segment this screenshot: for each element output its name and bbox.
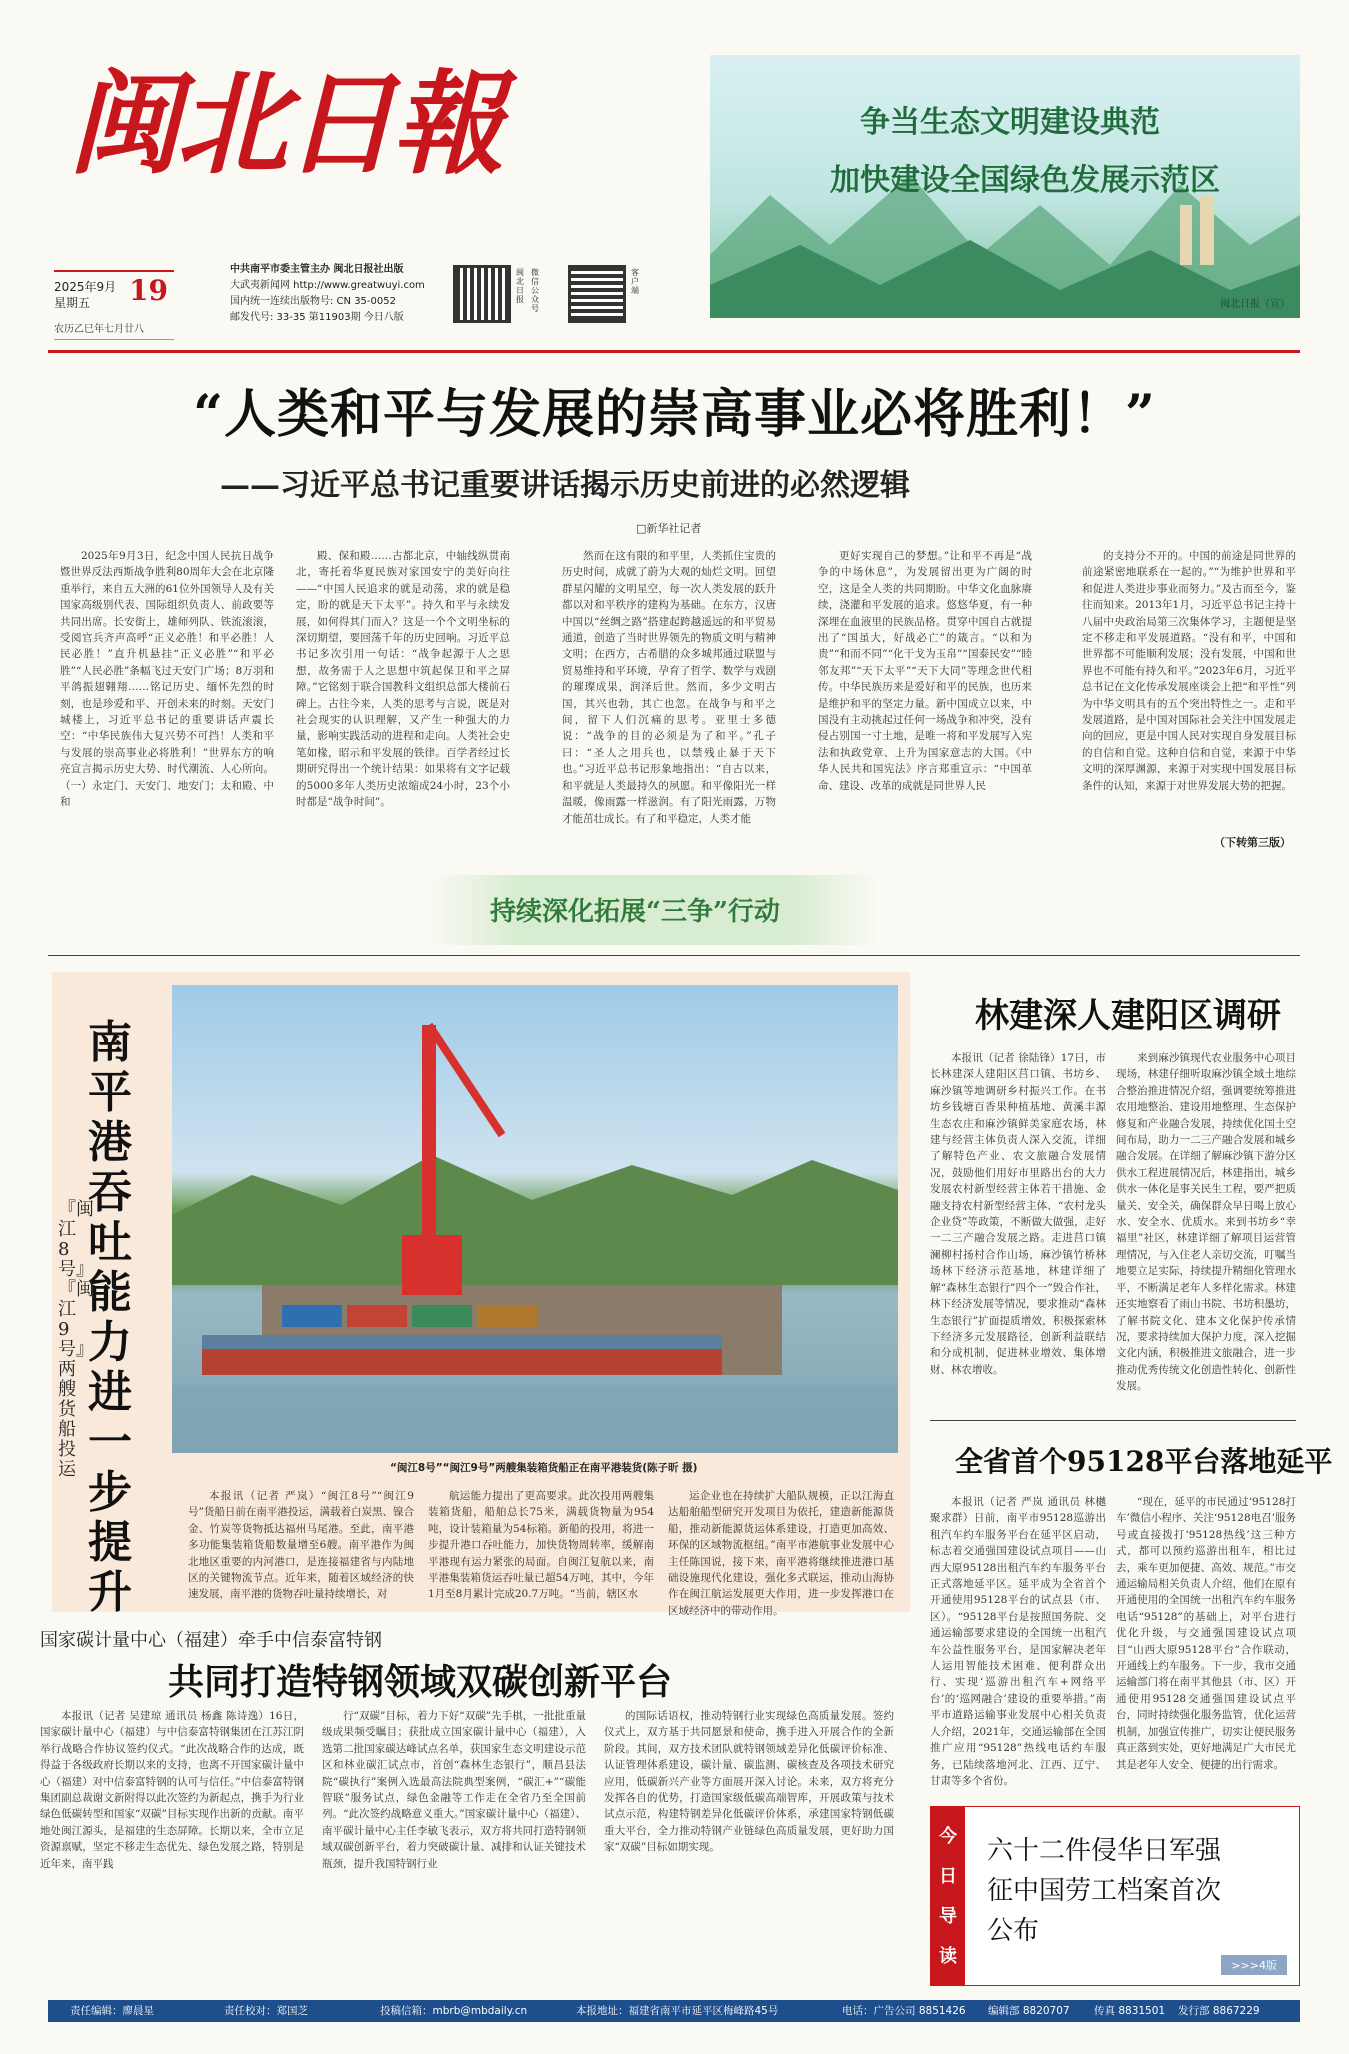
steel-col-2: 行“双碳”目标，着力下好“双碳”先手棋，一批批重量级成果频受瞩目；获批成立国家碳计量中心（福建），入选第二批国家碳达峰试点名单，获国家生态文明建设示范区和林业碳汇试点市，首创“森林生态银行”，顺昌县法院“碳执行”案例入选最高法院典型案例，“碳汇+”“碳能智联”服务试点，绿色金融等工作走在全省乃至全国前列。“此次签约战略意义重大。”国家碳计量中心（福建）、南平碳计量中心主任李敏飞表示，双方将共同打造特钢领域双碳创新平台，着力突破碳计量、减排和认证关键技术瓶颈，提升我国特钢行业 <box>322 1710 586 1870</box>
lin-rule <box>930 1420 1296 1421</box>
footer-fax: 传真 8831501 <box>1094 2005 1166 2017</box>
lin-col-2: 来到麻沙镇现代农业服务中心项目现场，林建仔细听取麻沙镇全域土地综合整治推进情况介绍，强调要统筹推进农用地整治、建设用地整理、生态保护修复和产业融合发展，持续优化国土空间布局，助力一二三产融合发展和城乡融合发展。在详细了解麻沙镇下游分区供水工程进展情况后，林建指出，城乡供水一体化是事关民生工程，要严把质量关、安全关，确保群众早日喝上放心水、安全水、优质水。来到书坊乡“幸福里”社区，林建详细了解项目运营管理情况，与入住老人亲切交流，叮嘱当地要立足实际，持续提升精细化管理水平，不断满足老年人多样化需求。林建还实地察看了雨山书院、书坊积墨坊，了解书院文化、建本文化保护传承情况，要求持续加大保护力度，深入挖掘文化内涵，积极推进文旅融合，进一步推动优秀传统文化创造性转化、创新性发展。 <box>1116 1052 1296 1393</box>
section-banner-text: 持续深化拓展“三争”行动 <box>490 897 780 927</box>
port-title: 南平港吞吐能力进一步提升 <box>88 1017 132 1618</box>
footer-ads: 电话：广告公司 8851426 <box>842 2005 966 2017</box>
qr-label-1: 闽北日报 <box>516 268 524 304</box>
lin-title: 林建深人建阳区调研 <box>975 996 1281 1036</box>
issn-line: 国内统一连续出版物号: CN 35-0052 <box>230 296 396 307</box>
footer-address: 本报地址：福建省南平市延平区梅峰路45号 <box>576 2005 779 2017</box>
guide-label: 今日导读 <box>931 1807 965 1985</box>
lin-col-1: 本报讯（记者 徐陆锋）17日，市长林建深人建阳区莒口镇、书坊乡、麻沙镇等地调研乡村振兴工作。在书坊乡钱塘百香果种植基地、黄溪丰源生态农庄和麻沙镇鲜美家庭农场，林建与经营主体负责人深入交流，详细了解特色产业、农文旅融合发展情况，鼓励他们用好市里路出台的大力发展农村新型经营主体若干措施、金融支持农村新型经营主体、“农村龙头企业贷”等政策，不断做大做强，走好一二三产融合发展之路。走进莒口镇澜柳村扬村合作山场，麻沙镇竹桥林场林下经济示范基地，林建详细了解“森林生态银行”四个一”毁合作社，林下经济发展等情况，要求推动“森林生态银行”扩面提质增效，积极探索林下经济多元发展路径，创新利益联结和分成机制，促进林业增效、集体增财、林农增收。 <box>930 1052 1106 1376</box>
hotline-col-2: “现在，延平的市民通过‘95128打车’微信小程序、关注‘95128电召’服务号或直接拨打‘95128热线’这三种方式，都可以预约巡游出租车，相比过去，乘车更加便捷、高效、规范。”市交通运输局相关负责人介绍，他们在原有开通使用的全国统一出租汽车约车服务电话“95128”的基础上，对平台进行优化升级，与交通强国建设试点项目“山西大原95128平台”合作联动，开通线上约车服务。下一步，我市交通运输部门将在南平其他县（市、区）开通使用95128交通强国建设试点平台，同时持续强化服务监管，优化运营机制，加强宣传推广，切实让便民服务真正落到实处，更好地满足广大市民尤其是老年人安全、便捷的出行需求。 <box>1116 1496 1296 1771</box>
lead-col-4: 更好实现自己的梦想。”让和平不再是“战争的中场休息”，为发展留出更为广阔的时空，这是全人类的共同期盼。中华文化血脉赓续，浇灌和平发展的追求。悠悠华夏，有一种深埋在血液里的民族品格。贯穿中国自古就提出了“国虽大，好战必亡”的箴言。“以和为贵”“和而不同”“化干戈为玉帛”“国泰民安”“睦邻友邦”“天下太平”“天下大同”等理念世代相传。中华民族历来是爱好和平的民族，也历来是维护和平的坚定力量。新中国成立以来，中国没有主动挑起过任何一场战争和冲突，没有侵占别国一寸土地，是唯一将和平发展写入宪法和执政党章、上升为国家意志的大国。《中华人民共和国宪法》序言郑重宣示：“中国革命、建设、改革的成就是同世界人民 <box>818 550 1032 792</box>
qr-label-2: 客户端 <box>631 268 639 295</box>
masthead <box>48 40 698 340</box>
port-col-2: 航运能力提出了更高要求。此次投用两艘集装箱货船，船舶总长75米，满载货物量为954吨，设计装箱量为54标箱。新船的投用，将进一步提升港口吞吐能力，加快货物周转率，缓解南平港现有运力紧张的局面。自闽江复航以来，南平港集装箱货运吞吐量已超54万吨，其中，今年1月至8月累计完成20.7万吨。“当前，辖区水 <box>428 1490 654 1601</box>
port-photo <box>172 985 898 1453</box>
port-col-3: 运企业也在持续扩大船队规模，正以江海直达船舶船型研究开发项目为依托，建造新能源货船，推动新能源货运体系建设，打造更加高效、环保的区域物流枢纽。”南平市港航事业发展中心主任陈国说，接下来，南平港将继续推进港口基础设施现代化建设，强化多式联运，推动山海协作在闽江航运发展更大作用，进一步发挥港口在区域经济中的带动作用。 <box>668 1490 894 1617</box>
date-lunar: 农历乙巳年七月廿八 <box>54 324 144 335</box>
steel-col-3: 的国际话语权，推动特钢行业实现绿色高质量发展。签约仪式上，双方基于共同愿景和使命，携手进入开展合作的全新阶段。其间，双方技术团队就特钢领域差异化低碳评价标准、认证管理体系建设，碳计量、碳监测、碳核查及各项技术研究应用，低碳新兴产业等方面展开深入讨论。未来，双方将充分发挥各自的优势，打造国家级低碳高端智库，开展政策与技术试点示范，构建特钢差异化低碳评价体系，承建国家特钢低碳重大平台，全力推动特钢产业链绿色高质量发展，更好助力国家“双碳”目标如期实现。 <box>604 1710 894 1854</box>
section-banner <box>430 875 880 945</box>
banner-credit: 闽北日报（宣） <box>1220 299 1290 310</box>
banner-ad <box>710 55 1300 318</box>
port-subtitle: 『闽江8号』『闽江9号』两艘货船投运 <box>58 1199 94 1480</box>
lead-title: “人类和平与发展的崇高事业必将胜利！” <box>193 384 1156 445</box>
date-month: 2025年9月 <box>54 280 117 294</box>
port-caption: “闽江8号”“闽江9号”两艘集装箱货船正在南平港装货(陈子昕 摄) <box>390 1462 698 1474</box>
lead-col-1: 2025年9月3日，纪念中国人民抗日战争暨世界反法西斯战争胜利80周年大会在北京隆重举行，来自五大洲的61位外国领导人及有关国家高级别代表、国际组织负责人、前政要等共同出席。长安街上，雄师列队、铁流滚滚，受阅官兵齐声高呼“正义必胜！和平必胜！人民必胜！”直升机悬挂“正义必胜”“和平必胜”“人民必胜”条幅飞过天安门广场；8万羽和平鸽振翅翱翔……铭记历史、缅怀先烈的时刻，也是珍爱和平、开创未来的时刻。天安门城楼上，习近平总书记的重要讲话声震长空：“中华民族伟大复兴势不可挡！人类和平与发展的崇高事业必将胜利！”世界东方的响亮宣言揭示历史大势、时代潮流、人心所向。（一）永定门、天安门、地安门；太和殿、中和 <box>60 550 274 809</box>
footer-proof: 责任校对：郑国芝 <box>224 2005 308 2017</box>
banner-line-2: 加快建设全国绿色发展示范区 <box>830 163 1220 198</box>
date-day: 19 <box>129 274 168 307</box>
website-line: 大武夷新闻网 http://www.greatwuyi.com <box>230 280 425 291</box>
banner-line-1: 争当生态文明建设典范 <box>860 105 1160 140</box>
lead-byline: □新华社记者 <box>636 522 702 535</box>
port-col-1: 本报讯（记者 严岚）“闽江8号”“闽江9号”货船日前在南平港投运，满载着白炭黑、镍合金、竹炭等货物抵达福州马尾港。至此，南平港多功能集装箱货船数量增至6艘。南平港作为闽北地区重要的内河港口，是连接福建省与内陆地区的关键物流节点。近年来，随着区域经济的快速发展，南平港的货物吞吐量持续增长，对 <box>188 1490 414 1601</box>
hotline-col-1: 本报讯（记者 严岚 通讯员 林樾 聚求群）日前，南平市95128巡游出租汽车约车服务平台在延平区启动，标志着交通强国建设试点项目——山西大原95128出租汽车约车服务平台正式落地延平区。延平成为全省首个开通使用95128平台的试点县（市、区）。“95128平台是按照国务院、交通运输部要求建设的全国统一出租汽车公益性服务平台，是国家解决老年人运用智能技术困难、便利群众出行、实现‘巡游出租汽车+网络平台’的‘巡网融合’建设的重要举措。”南平市道路运输事业发展中心相关负责人介绍，2021年，交通运输部在全国推广应用“95128”热线电话约车服务，已陆续落地河北、江西、辽宁、甘肃等多个省份。 <box>930 1496 1106 1787</box>
qr-code-wechat[interactable] <box>568 265 626 323</box>
sponsor-line: 中共南平市委主管主办 闽北日报社出版 <box>230 264 404 275</box>
date-weekday: 星期五 <box>54 296 91 310</box>
footer-edit-dept: 编辑部 8820707 <box>988 2005 1070 2017</box>
steel-kicker: 国家碳计量中心（福建）牵手中信泰富特钢 <box>40 1630 382 1651</box>
guide-page[interactable]: >>>4版 <box>1221 1955 1287 1975</box>
steel-col-1: 本报讯（记者 吴建琼 通讯员 杨鑫 陈诗逸）16日，国家碳计量中心（福建）与中信泰富特钢集团在江苏江阴举行战略合作协议签约仪式。“此次战略合作的达成，既得益于各级政府长期以来的支持，也离不开国家碳计量中心（福建）对中信泰富特钢的认可与信任。”中信泰富特钢集团副总裁谢文新附得以此次签约为新起点，携手为行业绿色低碳转型和国家“双碳”目标实现作出新的贡献。南平地处闽江源头，是福建的生态屏障。长期以来，全市立足资源禀赋，坚定不移走生态优先、绿色发展之路，特别是近年来，南平践 <box>40 1710 304 1870</box>
lead-col-5: 的支持分不开的。中国的前途是同世界的前途紧密地联系在一起的。”“为维护世界和平和促进人类进步事业而努力。”及古而至今，鉴往而知来。2013年1月，习近平总书记主持十八届中央政治局第三次集体学习，主题便是坚定不移走和平发展道路。“没有和平，中国和世界都不可能顺利发展；没有发展，中国和世界也不可能有持久和平。”2023年6月，习近平总书记在文化传承发展座谈会上把“和平性”列为中华文明具有的五个突出特性之一。走和平发展道路，是中国对国际社会关注中国发展走向的回应，更是中国人民对实现自身发展目标的自信和自觉。这种自信和自觉，来源于中华文明的深厚渊源，来源于对实现中国发展目标条件的认知，来源于对世界发展大势的把握。 <box>1082 550 1296 792</box>
section-rule <box>48 955 1300 956</box>
port-crane-illustration <box>172 985 898 1453</box>
lead-continue[interactable]: （下转第三版） <box>1214 836 1291 849</box>
qr-code-app[interactable] <box>453 265 511 323</box>
footer-editor: 责任编辑：廖晨星 <box>70 2005 154 2017</box>
lead-col-3: 然而在这有限的和平里，人类抓住宝贵的历史时间，成就了蔚为大观的灿烂文明。回望群星闪耀的文明星空，每一次人类发展的跃升都以对和平秩序的建构为基础。在东方，汉唐中国以“丝绸之路”搭建起跨越遥远的和平贸易通道，创造了当时世界领先的物质文明与精神文明；在西方，古希腊的众多城邦通过联盟与贸易维持和平环境，孕育了哲学、数学与戏剧的璀璨成果，润泽后世。然而，多少文明古国，其兴也勃，其亡也忽。在战争与和平之间，留下人们沉痛的思考。亚里士多德说：“战争的目的必须是为了和平。”孔子曰：“圣人之用兵也，以禁残止暴于天下也。”习近平总书记形象地指出：“自古以来，和平就是人类最持久的夙愿。和平像阳光一样温暖，像雨露一样滋润。有了阳光雨露，万物才能茁壮成长。有了和平稳定，人类才能 <box>562 550 776 825</box>
footer-dist: 发行部 8867229 <box>1178 2005 1260 2017</box>
lead-subtitle: ——习近平总书记重要讲话揭示历史前进的必然逻辑 <box>220 468 910 503</box>
steel-title: 共同打造特钢领域双碳创新平台 <box>168 1661 673 1703</box>
guide-headline[interactable]: 六十二件侵华日军强征中国劳工档案首次公布 <box>987 1836 1222 1946</box>
qr-label-3: 微信公众号 <box>531 268 539 313</box>
date-block <box>54 270 174 340</box>
footer-email[interactable]: 投稿信箱：mbrb@mbdaily.cn <box>380 2005 528 2017</box>
guide-box[interactable] <box>930 1806 1300 1986</box>
hotline-title: 全省首个95128平台落地延平 <box>955 1445 1333 1478</box>
footer-bar <box>48 2000 1300 2022</box>
masthead-logo: 闽北日報 <box>68 59 500 190</box>
postal-line: 邮发代号: 33-35 第11903期 今日八版 <box>230 312 404 323</box>
lead-col-2: 殿、保和殿……古都北京，中轴线纵贯南北，寄托着华夏民族对家国安宁的美好向往——“中国人民追求的就是动荡，求的就是稳定，盼的就是天下太平”。持久和平与永续发展，如何得其门而入？这是一个个文明坐标的深切期望，要回荡千年的历史回响。习近平总书记多次引用一句话：“战争起源于人之思想，故务需于人之思想中筑起保卫和平之屏障。”它铭刻于联合国教科文组织总部大楼前石碑上。古往今来，人类的思考与言说，既是对社会现实的认识理解，又产生一种强大的力量，影响实践活动的进程和走向。人类社会史笔如椽，昭示和平发展的铁律。百学者经过长期研究得出一个统计结果：如果将有文字记载的5000多年人类历史浓缩成24小时，23个小时都是“战争时间”。 <box>296 550 510 809</box>
masthead-rule <box>48 350 1300 353</box>
